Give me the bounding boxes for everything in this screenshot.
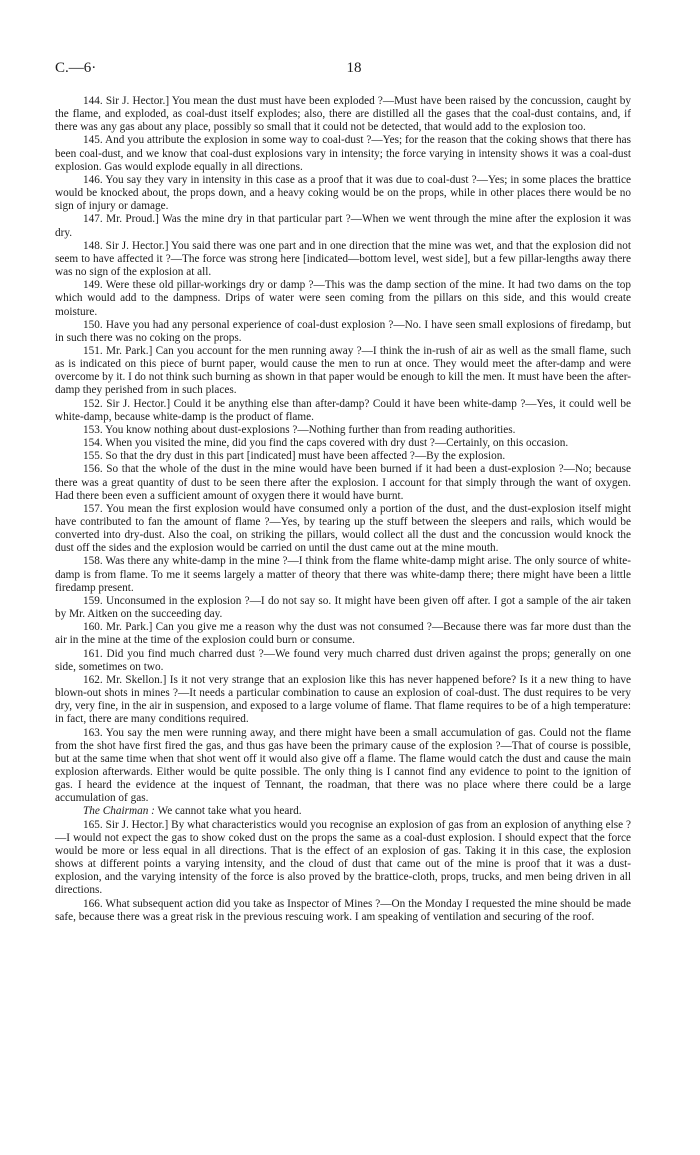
paragraph-text: 157. You mean the first explosion would have consumed only a portion of the dust, and the dust-explosion itself might have contributed to fan the amount of flame ?—Yes, by tearing up the stuff between the sleepers and rails, which would be converted into dry-dust. Also the coal, on striking the pillars, would collect all the dust and the concussion would knock the dust off the sides and the explosion would be carried on until the dust came out at the mine mouth. (55, 502, 631, 555)
paragraph-text: 155. So that the dry dust in this part [indicated] must have been affected ?—By the explosion. (83, 450, 506, 463)
transcript-paragraph (55, 213, 631, 239)
paragraph-text: 159. Unconsumed in the explosion ?—I do not say so. It might have been given off after. I got a sample of the air taken by Mr. Aitken on the succeeding day. (55, 594, 631, 621)
transcript-paragraph (55, 174, 631, 213)
paragraph-text: 150. Have you had any personal experience of coal-dust explosion ?—No. I have seen small explosions of firedamp, but in such there was no coking on the props. (55, 318, 631, 344)
paragraph-text: 148. Sir J. Hector.] You said there was one part and in one direction that the mine was wet, and that the explosion did not seem to have affected it ?—The force was strong here [indicated—bottom level, west side], but a few pillar-lengths away there was no sign of the explosion at all. (55, 239, 631, 279)
transcript-paragraph (55, 463, 631, 502)
transcript-paragraph (55, 437, 631, 450)
speaker-label: The Chairman : (83, 805, 155, 818)
transcript-paragraph (55, 898, 631, 924)
page-header (55, 60, 653, 82)
paragraph-text: 147. Mr. Proud.] Was the mine dry in that particular part ?—When we went through the mine after the explosion it was dry. (55, 213, 631, 239)
paragraph-text: 144. Sir J. Hector.] You mean the dust must have been exploded ?—Must have been raised by the concussion, caught by the flame, and exploded, as coal-dust itself explodes; also, there are distilled all the gases that the coal-dust contains, and, if there was any gas about any place, possibly so small that it could not be detected, that would add to the explosion too. (55, 95, 631, 134)
transcript-paragraph (55, 319, 631, 345)
paragraph-text: 161. Did you find much charred dust ?—We found very much charred dust driven against the props; generally on one side, sometimes on two. (55, 647, 631, 673)
paragraph-text: We cannot take what you heard. (157, 805, 302, 818)
transcript-paragraph (55, 621, 631, 647)
paragraph-text: 158. Was there any white-damp in the mine ?—I think from the flame white-damp might arise. The only source of white-damp is from flame. To me it seems largely a matter of theory that there was white-damp there; there might have been a little firedamp present. (55, 555, 631, 594)
paragraph-text: 149. Were these old pillar-workings dry or damp ?—This was the damp section of the mine. It had two dams on the top which would add to the dampness. Drips of water were seen coming from the pillars on this side, and this would create moisture. (55, 279, 631, 318)
transcript-paragraph (55, 648, 631, 674)
paragraph-text: 151. Mr. Park.] Can you account for the men running away ?—I think the in-rush of air as well as the small flame, such as is indicated on this piece of burnt paper, would cause the men to run at once. They would meet the after-damp and were overcome by it. I do not think such burning as shown in that paper would be enough to kill the men. It must have been the after-damp they perished from in such places. (55, 344, 631, 397)
paragraph-text: 154. When you visited the mine, did you find the caps covered with dry dust ?—Certainly, on this occasion. (83, 437, 569, 450)
transcript-paragraph (55, 503, 631, 556)
transcript-paragraph (55, 805, 631, 818)
paragraph-text: 163. You say the men were running away, and there might have been a small accumulation of gas. Could not the flame from the shot have first fired the gas, and thus gas have been the primary cause of the explosion ?—That of course is possible, but at the same time when that shot went off it would also give off a flame. The flame would catch the dust and cause the main explosion afterwards. Either would be quite possible. The only thing is I cannot find any evidence to point to the ignition of gas. I heard the evidence at the inquest of Tennant, the roadman, that there was no place where there could be a large accumulation of gas. (55, 726, 631, 805)
transcript-paragraph (55, 555, 631, 594)
transcript-paragraph (55, 279, 631, 318)
paragraph-text: 145. And you attribute the explosion in some way to coal-dust ?—Yes; for the reason that the coking shows that there has been coal-dust, and we know that coal-dust explosions vary in intensity; the force varying in intensity shows it was a coal-dust explosion. Gas would explode equally in all directions. (55, 134, 631, 173)
paragraph-text: 146. You say they vary in intensity in this case as a proof that it was due to coal-dust ?—Yes; in some places the brattice would be knocked about, the props down, and a heavy coking would be on the props, while in other places there would be no sign of injury or damage. (55, 173, 631, 213)
evidence-transcript (55, 95, 631, 924)
transcript-paragraph (55, 450, 631, 463)
transcript-paragraph (55, 134, 631, 173)
transcript-paragraph (55, 819, 631, 898)
paragraph-text: 162. Mr. Skellon.] Is it not very strange that an explosion like this has never happened before? Is it a new thing to have blown-out shots in mines ?—It needs a particular combination to cause an explosion of coal-dust. The dust requires to be very dry, very fine, in the air in suspension, and exposed to a large volume of flame. That flame requires to be of a high temperature: in fact, there are many conditions required. (55, 673, 631, 726)
page-number: 18 (346, 60, 362, 76)
transcript-paragraph (55, 345, 631, 398)
paragraph-text: 160. Mr. Park.] Can you give me a reason why the dust was not consumed ?—Because there was far more dust than the air in the mine at the time of the explosion could burn or consume. (55, 621, 631, 647)
transcript-paragraph (55, 424, 631, 437)
paragraph-text: 153. You know nothing about dust-explosions ?—Nothing further than from reading authorities. (83, 423, 516, 436)
transcript-paragraph (55, 95, 631, 134)
paragraph-text: 152. Sir J. Hector.] Could it be anything else than after-damp? Could it have been white-damp ?—Yes, it could well be white-damp, because white-damp is the product of flame. (55, 397, 631, 423)
paragraph-text: 165. Sir J. Hector.] By what characteristics would you recognise an explosion of gas from an explosion of anything else ?—I would not expect the gas to show coked dust on the props the same as a coal-dust explosion. I should expect that the force would be more or less equal in all directions. That is the effect of an explosion of gas. Taking it in this case, the explosion shows at different points a varying intensity, and the cloud of dust that came out of the mine is proof that it was a dust-explosion, and the varying intensity of the force is also proved by the brattice-cloth, props, trucks, and men being driven in all directions. (55, 818, 631, 897)
paragraph-text: 166. What subsequent action did you take as Inspector of Mines ?—On the Monday I requested the mine should be made safe, because there was a great risk in the previous rescuing work. I am speaking of ventilation and securing of the roof. (55, 897, 631, 923)
paragraph-text: 156. So that the whole of the dust in the mine would have been burned if it had been a dust-explosion ?—No; because there was a great quantity of dust to be seen there after the explosion. I account for that simply through the want of oxygen. Had there been even a sufficient amount of oxygen there it would have burnt. (55, 463, 631, 502)
transcript-paragraph (55, 595, 631, 621)
transcript-paragraph (55, 398, 631, 424)
transcript-paragraph (55, 674, 631, 727)
transcript-paragraph (55, 727, 631, 806)
transcript-paragraph (55, 240, 631, 279)
document-reference: C.—6· (55, 60, 97, 76)
